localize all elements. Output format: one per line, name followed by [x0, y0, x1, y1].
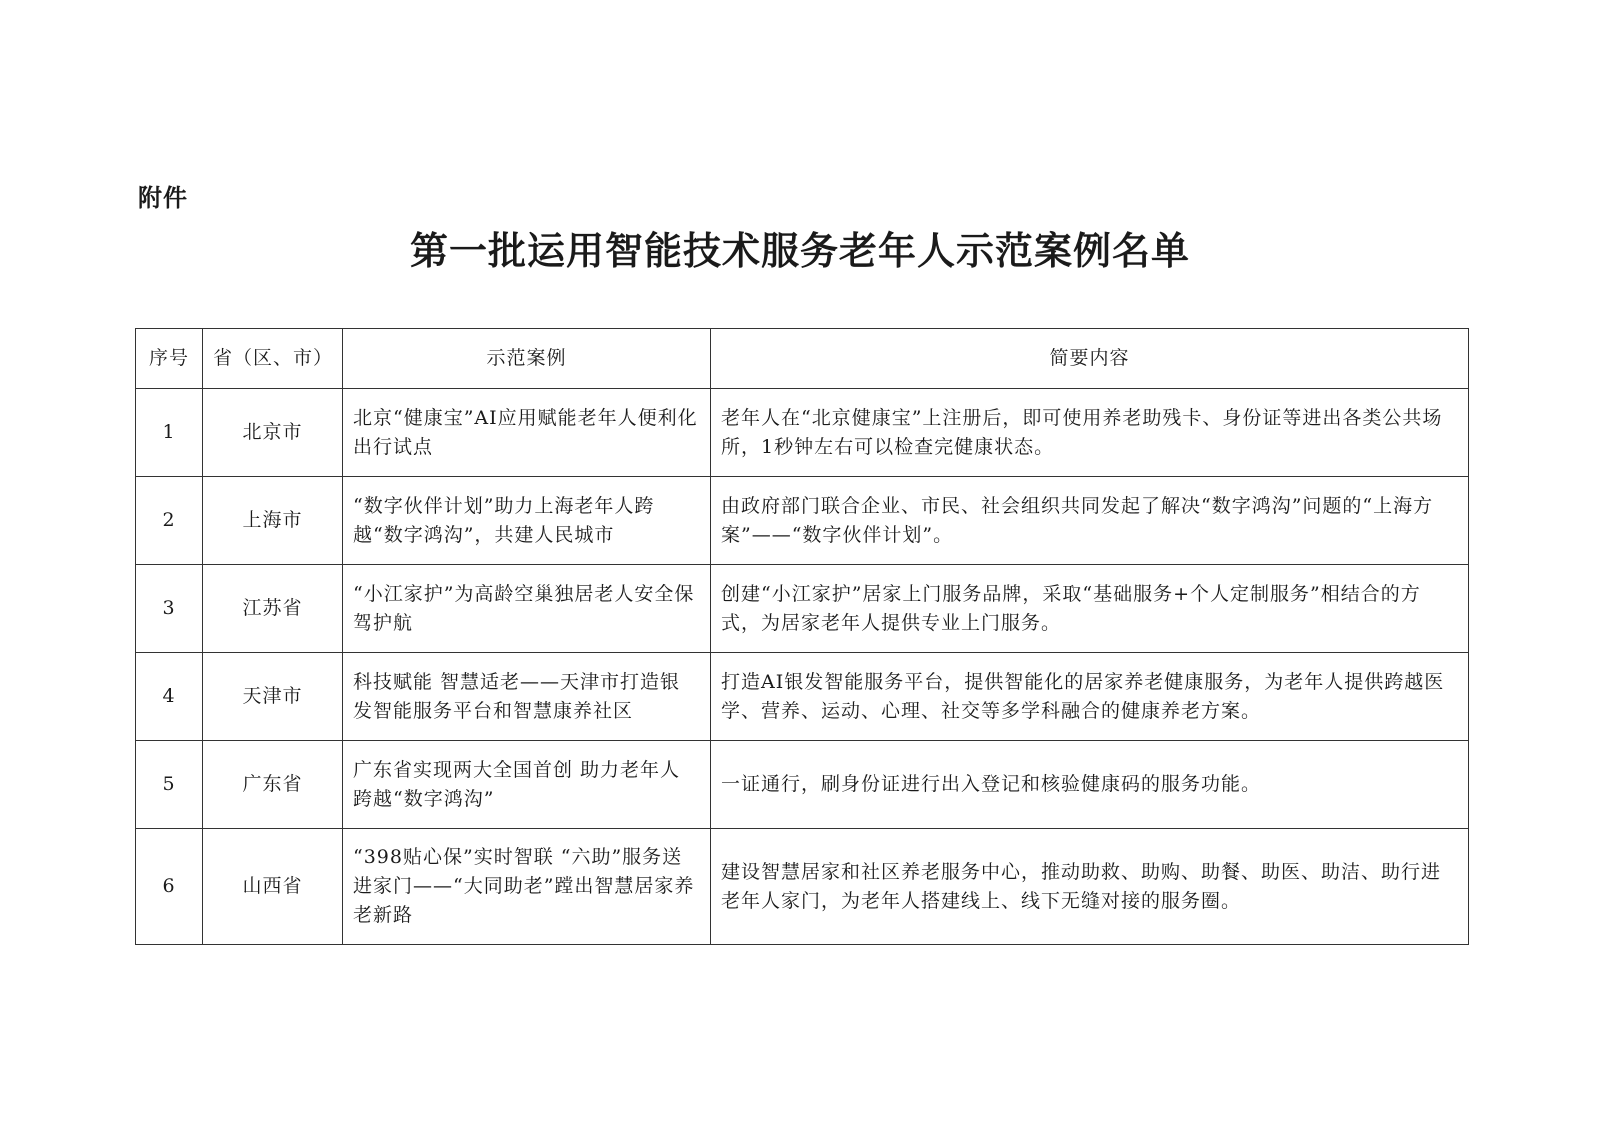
header-serial-number: 序号 [136, 329, 203, 389]
row-case: “398贴心保”实时智联 “六助”服务送进家门——“大同助老”蹚出智慧居家养老新路 [343, 829, 711, 945]
row-region: 江苏省 [203, 565, 343, 653]
table-row [136, 477, 1469, 565]
table-header-row [136, 329, 1469, 389]
row-case: 广东省实现两大全国首创 助力老年人跨越“数字鸿沟” [343, 741, 711, 829]
row-number: 5 [136, 741, 203, 829]
row-summary: 一证通行，刷身份证进行出入登记和核验健康码的服务功能。 [711, 741, 1469, 829]
row-summary: 创建“小江家护”居家上门服务品牌，采取“基础服务+个人定制服务”相结合的方式，为居家老年人提供专业上门服务。 [711, 565, 1469, 653]
row-region: 山西省 [203, 829, 343, 945]
table-row [136, 741, 1469, 829]
table-row [136, 565, 1469, 653]
document-title: 第一批运用智能技术服务老年人示范案例名单 [409, 228, 1190, 273]
row-region: 北京市 [203, 389, 343, 477]
row-region: 上海市 [203, 477, 343, 565]
row-case: “数字伙伴计划”助力上海老年人跨越“数字鸿沟”，共建人民城市 [343, 477, 711, 565]
row-case: “小江家护”为高龄空巢独居老人安全保驾护航 [343, 565, 711, 653]
row-number: 6 [136, 829, 203, 945]
row-region: 天津市 [203, 653, 343, 741]
row-number: 2 [136, 477, 203, 565]
row-summary: 由政府部门联合企业、市民、社会组织共同发起了解决“数字鸿沟”问题的“上海方案”——“数字伙伴计划”。 [711, 477, 1469, 565]
row-case: 科技赋能 智慧适老——天津市打造银发智能服务平台和智慧康养社区 [343, 653, 711, 741]
header-demo-case: 示范案例 [343, 329, 711, 389]
row-number: 1 [136, 389, 203, 477]
row-number: 3 [136, 565, 203, 653]
table-row [136, 653, 1469, 741]
row-summary: 打造AI银发智能服务平台，提供智能化的居家养老健康服务，为老年人提供跨越医学、营养、运动、心理、社交等多学科融合的健康养老方案。 [711, 653, 1469, 741]
row-case: 北京“健康宝”AI应用赋能老年人便利化出行试点 [343, 389, 711, 477]
row-summary: 建设智慧居家和社区养老服务中心，推动助救、助购、助餐、助医、助洁、助行进老年人家门，为老年人搭建线上、线下无缝对接的服务圈。 [711, 829, 1469, 945]
row-summary: 老年人在“北京健康宝”上注册后，即可使用养老助残卡、身份证等进出各类公共场所，1秒钟左右可以检查完健康状态。 [711, 389, 1469, 477]
case-list-table [135, 328, 1469, 945]
header-summary: 简要内容 [711, 329, 1469, 389]
table-row [136, 829, 1469, 945]
row-region: 广东省 [203, 741, 343, 829]
header-region: 省（区、市） [203, 329, 343, 389]
table-row [136, 389, 1469, 477]
row-number: 4 [136, 653, 203, 741]
attachment-label: 附件 [138, 184, 188, 212]
